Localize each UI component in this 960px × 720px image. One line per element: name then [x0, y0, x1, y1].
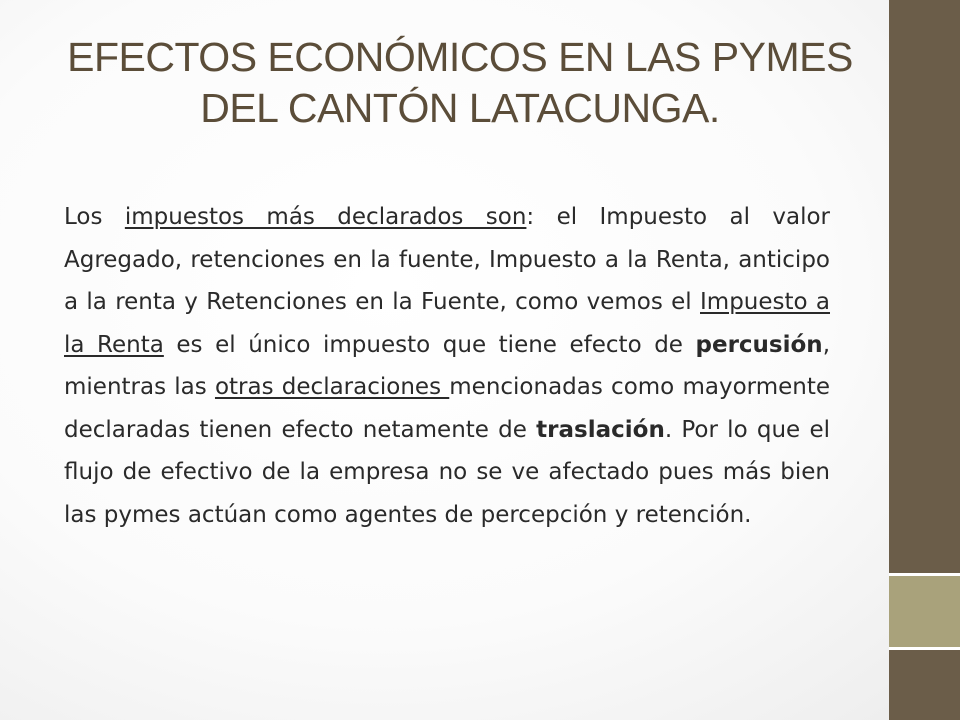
slide-title: EFECTOS ECONÓMICOS EN LAS PYMES DEL CANTÓN LATACUNGA.: [67, 34, 853, 132]
underlined-phrase: otras declaraciones: [214, 374, 450, 400]
body-text-segment: : el Impuesto al valor Agregado, retenciones en la fuente, Impuesto a la Renta, anticipo a la renta y Retenciones en la Fuente, como vemos el: [64, 204, 830, 315]
body-text-segment: mencionadas como mayormente declaradas tienen efecto netamente de: [64, 374, 830, 443]
body-text-segment: Los: [64, 204, 125, 230]
bold-term: percusión: [695, 331, 823, 358]
body-text-segment: . Por lo que el flujo de efectivo de la empresa no se ve afectado pues más bien las pymes actúan como agentes de percepción y retención.: [64, 416, 830, 528]
slide-body: [64, 196, 830, 536]
side-divider: [889, 647, 960, 650]
underlined-phrase: impuestos más declarados son: [124, 204, 527, 230]
body-text-segment: , mientras las: [64, 331, 830, 400]
body-text-segment: es el único impuesto que tiene efecto de: [163, 331, 696, 358]
bold-term: traslación: [536, 416, 665, 443]
side-accent-block: [889, 576, 960, 647]
underlined-phrase: Impuesto a la Renta: [64, 289, 830, 358]
